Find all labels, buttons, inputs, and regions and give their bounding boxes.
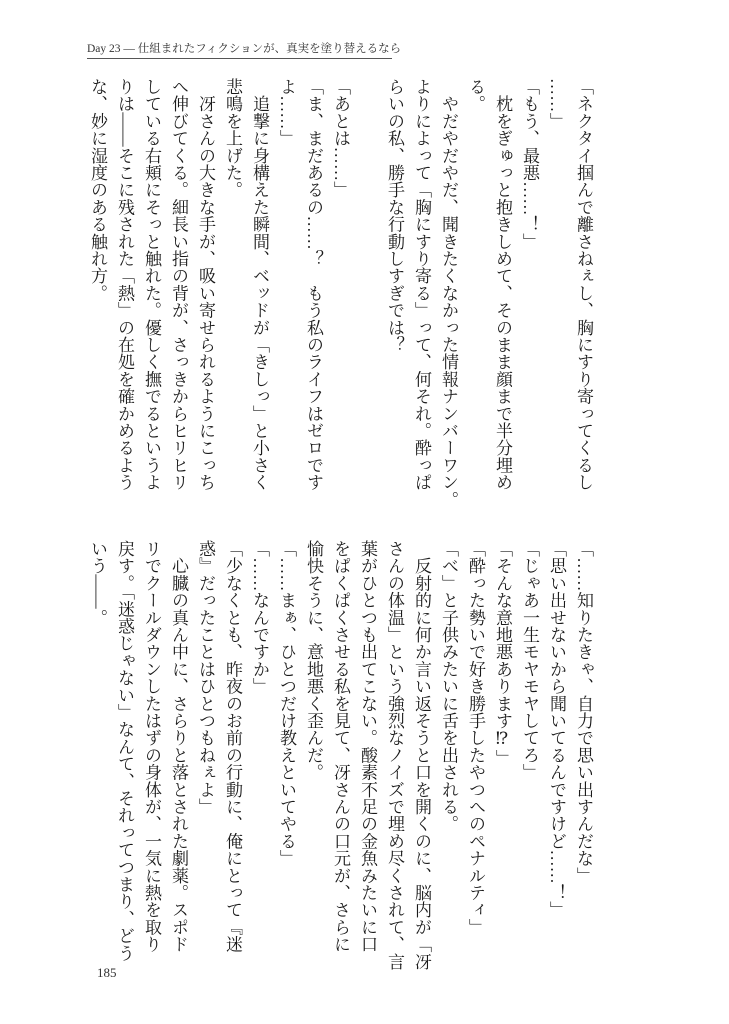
text-line: 「……まぁ、ひとつだけ教えといてやる」: [277, 540, 296, 867]
text-line: 葉がひとつも出てこない。酸素不足の金魚みたいに口: [358, 540, 377, 953]
text-line: 「思い出せないから聞いてるんですけど……！」: [547, 540, 566, 919]
text-line: 冴さんの大きな手が、吸い寄せられるようにこっち: [196, 78, 215, 491]
text-line: 追撃に身構えた瞬間、ベッドが「きしっ」と小さく: [250, 78, 269, 491]
text-line: りは——そこに残された「熱」の在処を確かめるよう: [115, 78, 134, 491]
text-line: 「あとは……」: [331, 78, 350, 199]
text-line: る。: [466, 78, 485, 113]
text-line: 「……なんですか」: [250, 540, 269, 695]
text-line: 惑』だったことはひとつもねぇよ」: [196, 540, 215, 816]
text-line: をぱくぱくさせる私を見て、冴さんの口元が、さらに: [331, 540, 350, 953]
text-line: へ伸びてくる。細長い指の背が、さっきからヒリヒリ: [169, 78, 188, 491]
text-line: 悲鳴を上げた。: [223, 78, 242, 199]
text-line: 「少なくとも、昨夜のお前の行動に、俺にとって『迷: [223, 540, 242, 953]
text-block-bottom: [84, 540, 597, 970]
running-header: Day 23 — 仕組まれたフィクションが、真実を塗り替えるなら: [87, 40, 392, 59]
text-line: している右頬にそっと触れた。優しく撫でるというよ: [142, 78, 161, 491]
text-line: 心臓の真ん中に、さらりと落とされた劇薬。スポド: [169, 540, 188, 953]
text-line: いう——。: [88, 540, 107, 626]
text-line: さんの体温」という強烈なノイズで埋め尽くされて、言: [385, 540, 404, 970]
text-line: 「ネクタイ掴んで離さねぇし、胸にすり寄ってくるし: [574, 78, 593, 491]
text-line: 戻す。「迷惑じゃない」なんて、それってつまり、どう: [115, 540, 134, 962]
text-line: 愉快そうに、意地悪く歪んだ。: [304, 540, 323, 781]
text-line: 「もう、最悪……！」: [520, 78, 539, 250]
text-line: ……」: [547, 78, 566, 130]
text-line: 反射的に何か言い返そうと口を開くのに、脳内が「冴: [412, 540, 431, 970]
text-line: やだやだやだ、聞きたくなかった情報ナンバーワン。: [439, 78, 458, 508]
text-line: 「じゃあ一生モヤモヤしてろ」: [520, 540, 539, 781]
text-line: 「べ」と子供みたいに舌を出される。: [439, 540, 458, 833]
text-line: らいの私、勝手な行動しすぎでは？: [385, 78, 404, 354]
text-block-top: [84, 78, 597, 508]
text-line: 「そんな意地悪あります⁉」: [493, 540, 512, 767]
text-line: 枕をぎゅっと抱きしめて、そのまま顔まで半分埋め: [493, 78, 512, 491]
text-line: よ……」: [277, 78, 296, 147]
text-line: 「酔った勢いで好き勝手したやつへのペナルティ」: [466, 540, 485, 936]
blank-line: [354, 78, 381, 503]
text-line: リでクールダウンしたはずの身体が、一気に熱を取り: [142, 540, 161, 953]
page-number: 185: [97, 965, 117, 980]
text-line: 「……知りたきゃ、自力で思い出すんだな」: [574, 540, 593, 884]
text-line: な、妙に湿度のある触れ方。: [88, 78, 107, 302]
text-line: よりによって「胸にすり寄る」って、何それ。酔っぱ: [412, 78, 431, 491]
text-line: 「ま、まだあるの……？ もう私のライフはゼロです: [304, 78, 323, 491]
